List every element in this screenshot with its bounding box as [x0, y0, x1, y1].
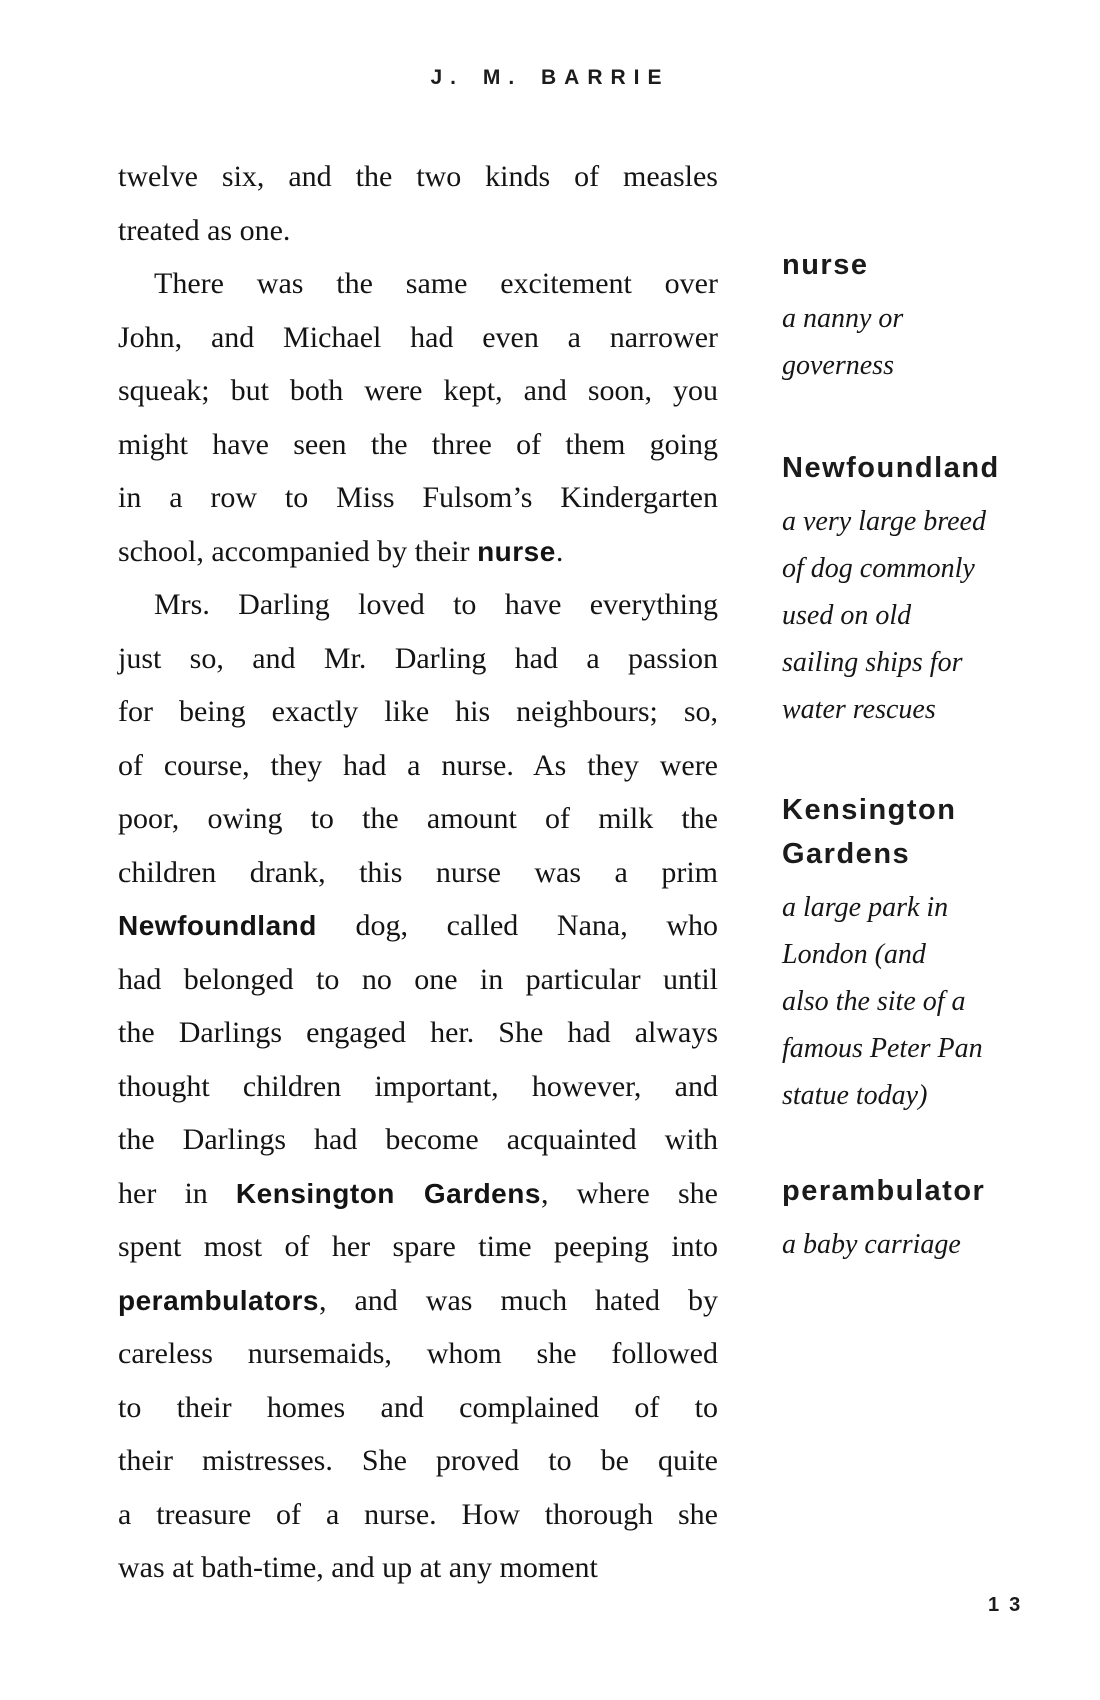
- text-line: [118, 632, 718, 686]
- glossary-definition-line: also the site of a: [782, 986, 966, 1017]
- text-segment: John, and Michael had even a narrower: [118, 320, 718, 354]
- text-line: [118, 1274, 718, 1328]
- glossary-definition: [782, 498, 1052, 733]
- glossary-definition: [782, 884, 1052, 1119]
- text-line: [118, 471, 718, 525]
- text-line: [118, 1488, 718, 1542]
- text-line: [118, 1060, 718, 1114]
- glossary-term-inline: Newfoundland: [118, 910, 317, 941]
- text-segment: careless nursemaids, whom she followed: [118, 1337, 718, 1370]
- glossary-entry: [782, 788, 1052, 1119]
- glossary-term: perambulator: [782, 1175, 986, 1207]
- text-segment: , and was much hated by: [319, 1283, 718, 1317]
- page-number: 13: [988, 1594, 1031, 1616]
- text-segment: There was the same excitement over: [154, 267, 718, 300]
- text-line: [118, 525, 718, 579]
- text-line: [118, 364, 718, 418]
- text-line: [118, 739, 718, 793]
- text-segment: the Darlings had become acquainted with: [118, 1123, 718, 1156]
- glossary-entry: [782, 243, 1052, 389]
- glossary-entry: [782, 446, 1052, 733]
- text-segment: of course, they had a nurse. As they were: [118, 748, 718, 782]
- glossary-definition-line: statue today): [782, 1080, 928, 1111]
- text-line: [118, 792, 718, 846]
- text-line: [118, 1220, 718, 1274]
- glossary-definition-line: a large park in: [782, 892, 949, 923]
- glossary-term-inline: perambulators: [118, 1284, 319, 1316]
- glossary-definition-line: of dog commonly: [782, 553, 975, 584]
- glossary-term: Newfoundland: [782, 452, 1000, 484]
- text-segment: had belonged to no one in particular until: [118, 962, 718, 996]
- text-segment: .: [555, 534, 564, 568]
- text-segment: might have seen the three of them going: [118, 427, 718, 461]
- glossary-definition-line: used on old: [782, 600, 912, 631]
- text-segment: thought children important, however, and: [118, 1069, 718, 1103]
- text-line: [118, 1434, 718, 1488]
- glossary-term: Kensington Gardens: [782, 794, 957, 870]
- text-line: [118, 311, 718, 365]
- text-line: [118, 578, 718, 632]
- glossary-definition-line: London (and: [782, 939, 926, 970]
- glossary-entry: [782, 1169, 1052, 1268]
- text-line: [118, 1381, 718, 1435]
- glossary-definition-line: governess: [782, 350, 894, 381]
- text-line: [118, 204, 718, 258]
- text-segment: poor, owing to the amount of milk the: [118, 802, 718, 835]
- text-segment: for being exactly like his neighbours; so,: [118, 695, 718, 728]
- text-line: [118, 1167, 718, 1221]
- text-segment: children drank, this nurse was a prim: [118, 855, 718, 889]
- glossary-term: nurse: [782, 249, 869, 281]
- running-header-author: J. M. BARRIE: [430, 66, 670, 89]
- text-segment: just so, and Mr. Darling had a passion: [118, 641, 718, 675]
- text-line: [118, 257, 718, 311]
- text-line: [118, 1006, 718, 1060]
- text-segment: Mrs. Darling loved to have everything: [154, 588, 718, 621]
- glossary-definition-line: water rescues: [782, 694, 936, 725]
- main-text-column: [118, 150, 718, 1595]
- glossary-definition-line: famous Peter Pan: [782, 1033, 983, 1064]
- text-line: [118, 150, 718, 204]
- text-line: [118, 1541, 718, 1595]
- glossary-definition-line: a baby carriage: [782, 1229, 961, 1260]
- text-segment: their mistresses. She proved to be quite: [118, 1444, 718, 1477]
- text-segment: squeak; but both were kept, and soon, you: [118, 374, 718, 407]
- text-line: [118, 418, 718, 472]
- text-line: [118, 846, 718, 900]
- text-segment: twelve six, and the two kinds of measles: [118, 160, 718, 193]
- text-segment: , where she: [540, 1176, 718, 1210]
- text-line: [118, 953, 718, 1007]
- text-line: [118, 1113, 718, 1167]
- text-segment: spent most of her spare time peeping into: [118, 1230, 718, 1263]
- text-segment: dog, called Nana, who: [316, 909, 718, 942]
- glossary-definition-line: a nanny or: [782, 303, 904, 334]
- text-segment: a treasure of a nurse. How thorough she: [118, 1497, 718, 1531]
- text-segment: was at bath-time, and up at any moment: [118, 1551, 598, 1584]
- text-segment: the Darlings engaged her. She had always: [118, 1016, 718, 1049]
- glossary-definition: [782, 295, 1052, 389]
- glossary-term-inline: Kensington Gardens: [235, 1177, 541, 1209]
- text-segment: in a row to Miss Fulsom’s Kindergarten: [118, 481, 718, 514]
- glossary-definition: [782, 1221, 1052, 1268]
- text-segment: to their homes and complained of to: [118, 1390, 718, 1424]
- text-line: [118, 1327, 718, 1381]
- text-segment: treated as one.: [118, 213, 291, 247]
- glossary-term-inline: nurse: [477, 535, 556, 567]
- text-line: [118, 685, 718, 739]
- text-segment: school, accompanied by their: [118, 534, 478, 568]
- glossary-definition-line: sailing ships for: [782, 647, 963, 678]
- text-line: [118, 899, 718, 953]
- glossary-definition-line: a very large breed: [782, 506, 986, 537]
- text-segment: her in: [118, 1176, 236, 1210]
